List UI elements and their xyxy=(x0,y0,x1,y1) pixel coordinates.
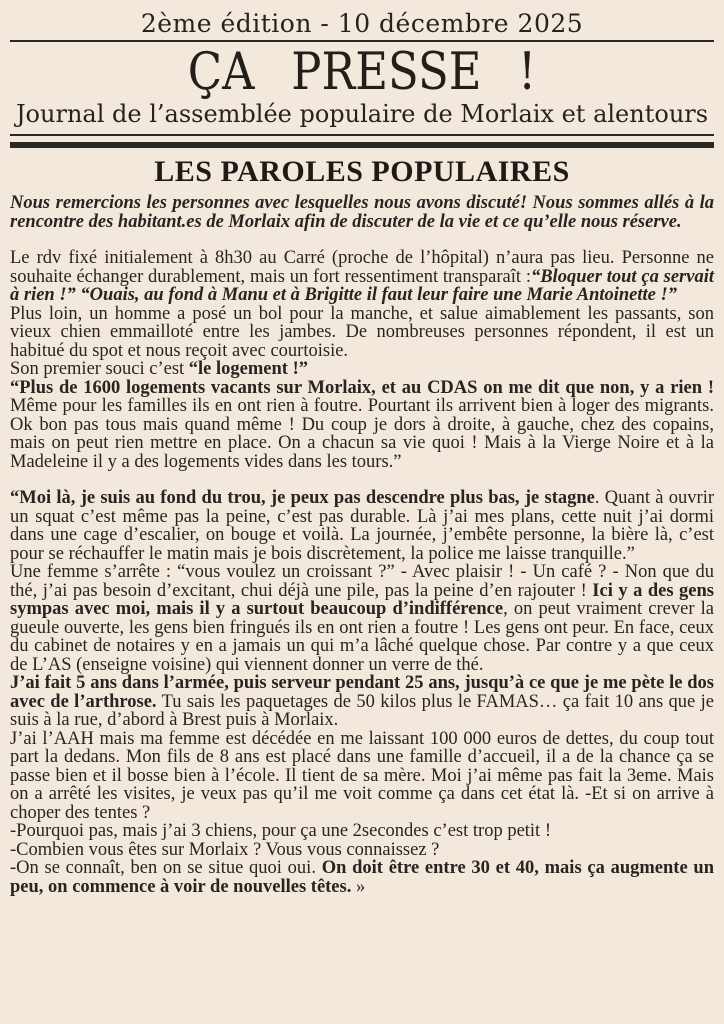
text-segment-bold: “Moi là, je suis au fond du trou, je peux pas descendre plus bas, je stagne xyxy=(10,488,595,508)
text-segment-regular: Son premier souci c’est xyxy=(10,359,189,379)
text-segment-regular: Tu sais les paquetages de 50 kilos plus le FAMAS… ça fait 10 ans que je suis à la rue, d’abord à Brest puis à Morlaix. xyxy=(10,691,714,730)
newspaper-subtitle: Journal de l’assemblée populaire de Morlaix et alentours xyxy=(15,100,709,128)
article-paragraph xyxy=(10,379,714,472)
text-segment-bolditalic: Nous remercions les personnes avec lesquelles nous avons discuté! Nous sommes allés à la rencontre des habitant.es de Morlaix afin de discuter de la vie et ce qu’elle nous réserve. xyxy=(10,193,714,232)
article-paragraph xyxy=(10,822,714,841)
text-segment-regular: -Pourquoi pas, mais j’ai 3 chiens, pour ça une 2secondes c’est trop petit ! xyxy=(10,821,551,841)
text-segment-regular: Même pour les familles ils en ont rien à foutre. Pourtant ils arrivent bien à loger des migrants. Ok bon pas tous mais quand même ! Du coup je dors à droite, à gauche, chez des copains, mais on peut rien mettre en place. On a chacun sa vie quoi ! Mais à la Vierge Noire et à la Madeleine il y a des logements vides dans les tours.” xyxy=(10,396,714,472)
article-paragraph xyxy=(10,305,714,361)
edition-line: 2ème édition - 10 décembre 2025 xyxy=(140,9,584,38)
text-segment-regular: -On se connaît, ben on se situe quoi oui. xyxy=(10,858,322,878)
text-segment-regular: Une femme s’arrête : “vous voulez un croissant ?” - Avec plaisir ! - Un café ? - Non que du thé, j’ai pas besoin d’excitant, chui déjà une pile, pas la peine d’en rajouter ! xyxy=(10,562,714,601)
article-paragraph xyxy=(10,194,714,231)
article-paragraph xyxy=(10,489,714,563)
article-paragraph xyxy=(10,730,714,823)
text-segment-bold: “le logement !” xyxy=(188,359,308,379)
masthead-bottom-rule-thick xyxy=(10,142,714,148)
text-segment-regular: , on peut vraiment crever la gueule ouverte, les gens bien fringués ils en ont rien a foutre ! Les gens ont peur. En face, ceux du cabinet de notaires y en a jamais un qui m’a lâché quelque chose. Par contre y a que ceux de L’AS (enseigne voisine) qui viennent donner un verre de thé. xyxy=(10,599,714,675)
text-segment-regular: -Combien vous êtes sur Morlaix ? Vous vous connaissez ? xyxy=(10,839,440,860)
article-paragraph xyxy=(10,859,714,896)
text-segment-bold: Ici y a des gens sympas avec moi, mais il y a surtout beaucoup d’indifférence xyxy=(10,580,714,619)
article-paragraph xyxy=(10,674,714,730)
article-headline: LES PAROLES POPULAIRES xyxy=(154,155,570,188)
article-body xyxy=(10,194,714,896)
article-paragraph xyxy=(10,563,714,674)
text-segment-regular: . Quant à ouvrir un squat c’est même pas la peine, c’est pas durable. Là j’ai mes plans, cette nuit j’ai dormi dans une cage d’escalier, on bouge et voilà. La journée, j’embête personne, la bière là, c’est pour se réchauffer le matin mais je bois discrètement, la police me laisse tranquille.” xyxy=(10,488,714,564)
article-paragraph xyxy=(10,249,714,305)
text-segment-bolditalic: “Bloquer tout ça servait à rien !” “Ouais, au fond à Manu et à Brigitte il faut leur faire une Marie Antoinette !” xyxy=(10,266,714,305)
article-paragraph xyxy=(10,360,714,379)
masthead-bottom-rule-thin xyxy=(10,134,714,136)
masthead xyxy=(0,0,724,148)
newspaper-title: ÇA PRESSE ! xyxy=(187,43,537,102)
text-segment-bold: On doit être entre 30 et 40, mais ça augmente un peu, on commence à voir de nouvelles têtes. xyxy=(10,858,714,897)
text-segment-regular: » xyxy=(351,876,366,897)
text-segment-regular: J’ai l’AAH mais ma femme est décédée en me laissant 100 000 euros de dettes, du coup tout part la dedans. Mon fils de 8 ans est placé dans une famille d’accueil, il a de la chance ça se passe bien et il bosse bien à l’école. Il tient de sa mère. Moi j’ai même pas fait la 3eme. Mais on a arrêté les visites, je veux pas qu’il me voit comme ça dans cet état là. -Et si on arrive à choper des tentes ? xyxy=(10,728,714,823)
article-paragraph xyxy=(10,841,714,860)
text-segment-bold: J’ai fait 5 ans dans l’armée, puis serveur pendant 25 ans, jusqu’à ce que je me pète le dos avec de l’arthrose. xyxy=(10,673,714,712)
article xyxy=(0,155,724,896)
text-segment-regular: Le rdv fixé initialement à 8h30 au Carré (proche de l’hôpital) n’aura pas lieu. Personne ne souhaite échanger durablement, mais un fort ressentiment transparaît : xyxy=(10,248,714,287)
text-segment-regular: Plus loin, un homme a posé un bol pour la manche, et salue aimablement les passants, son vieux chien emmailloté entre les jambes. De nombreuses personnes répondent, il est un habitué du spot et nous reçoit avec courtoisie. xyxy=(10,303,714,361)
masthead-top-rule xyxy=(10,40,714,42)
text-segment-bold: “Plus de 1600 logements vacants sur Morlaix, et au CDAS on me dit que non, y a rien ! xyxy=(10,377,714,398)
